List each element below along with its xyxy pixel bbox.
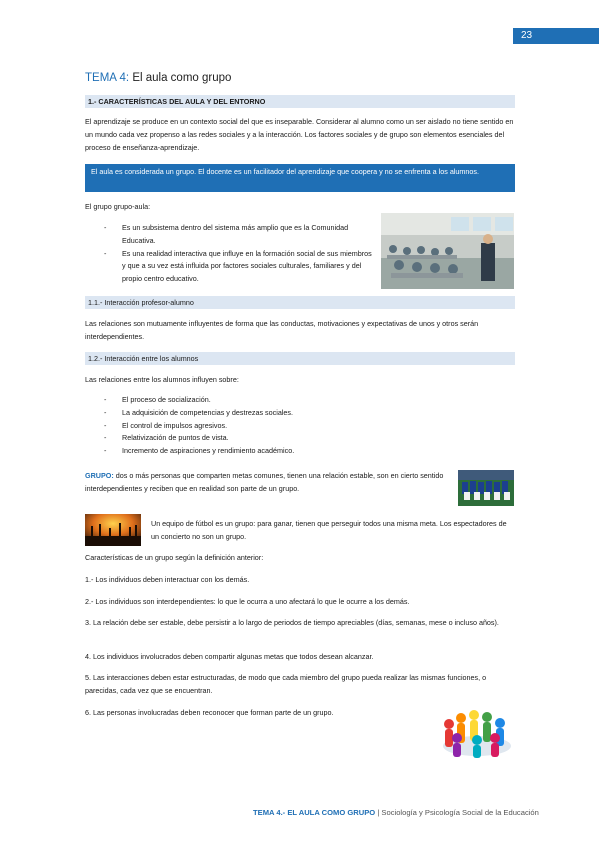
- characteristic-1: 1.- Los individuos deben interactuar con los demás.: [85, 575, 250, 584]
- grupo-definition: [85, 470, 447, 496]
- concert-photo: [85, 514, 141, 546]
- section-1-1-heading: 1.1.- Interacción profesor-alumno: [85, 296, 515, 309]
- list-item: - El control de impulsos agresivos.: [104, 420, 504, 433]
- grupo-example: Un equipo de fútbol es un grupo: para ganar, tienen que perseguir todos una misma meta. Los espectadores de un concierto no son un grupo.: [151, 519, 507, 541]
- section-1-intro: El aprendizaje se produce en un contexto social del que es inseparable. Considerar al alumno como un ser aislado no tiene sentido en un mundo cada vez propenso a las redes sociales y a la interacción. Los factores sociales y de grupo son elementos esenciales del proceso de enseñanza-aprendizaje.: [85, 117, 514, 152]
- section-1-1-text: Las relaciones son mutuamente influyentes de forma que las conductas, motivaciones y expectativas de unos y otros serán interdependientes.: [85, 319, 479, 341]
- grupo-definition-text: dos o más personas que comparten metas comunes, tienen una relación estable, son en cierto sentido interdependientes y reciben que en realidad son parte de un grupo.: [85, 471, 444, 493]
- footer-separator: |: [375, 808, 382, 817]
- group-list: [104, 222, 374, 286]
- football-team-photo: [458, 470, 514, 506]
- page-number: 23: [513, 28, 599, 44]
- list-item: - Es una realidad interactiva que influye en la formación social de sus miembros y que a su vez está influida por factores sociales culturales, familiares y del propio centro educativo.: [104, 248, 374, 286]
- grupo-term: GRUPO:: [85, 471, 114, 480]
- characteristic-6: 6. Las personas involucradas deben reconocer que forman parte de un grupo.: [85, 708, 334, 717]
- topic-tag: TEMA 4:: [85, 72, 130, 84]
- list-item: - Relativización de puntos de vista.: [104, 432, 504, 445]
- page-footer: [253, 808, 539, 817]
- section-1-2-intro: Las relaciones entre los alumnos influyen sobre:: [85, 375, 239, 384]
- list-item: - El proceso de socialización.: [104, 394, 504, 407]
- characteristic-3: 3. La relación debe ser estable, debe persistir a lo largo de periodos de tiempo apreciables (días, semanas, mese o incluso años).: [85, 618, 499, 627]
- list-item: - La adquisición de competencias y destrezas sociales.: [104, 407, 504, 420]
- topic-name: El aula como grupo: [132, 72, 232, 84]
- group-label: El grupo grupo-aula:: [85, 202, 151, 211]
- people-circle-illustration: [437, 706, 517, 761]
- characteristic-2: 2.- Los individuos son interdependientes: lo que le ocurra a uno afectará lo que le ocurre a los demás.: [85, 597, 410, 606]
- highlight-box: El aula es considerada un grupo. El docente es un facilitador del aprendizaje que coopera y no se enfrenta a los alumnos.: [85, 164, 515, 192]
- section-1-heading: 1.- CARACTERÍSTICAS DEL AULA Y DEL ENTORNO: [85, 95, 515, 108]
- classroom-photo: [381, 213, 514, 289]
- list-item: - Incremento de aspiraciones y rendimiento académico.: [104, 445, 504, 458]
- topic-title: [85, 72, 231, 84]
- characteristic-4: 4. Los individuos involucrados deben compartir algunas metas que todos desean alcanzar.: [85, 652, 374, 661]
- footer-subject: Sociología y Psicología Social de la Educación: [381, 808, 539, 817]
- characteristic-5: 5. Las interacciones deben estar estructuradas, de modo que cada miembro del grupo pueda realizar las mismas funciones, o parecidas, cada vez que se encuentran.: [85, 673, 487, 695]
- footer-topic: TEMA 4.- EL AULA COMO GRUPO: [253, 808, 376, 817]
- section-1-2-heading: 1.2.- Interacción entre los alumnos: [85, 352, 515, 365]
- list-item: - Es un subsistema dentro del sistema más amplio que es la Comunidad Educativa.: [104, 222, 374, 248]
- influences-list: [104, 394, 504, 458]
- characteristics-intro: Características de un grupo según la definición anterior:: [85, 553, 264, 562]
